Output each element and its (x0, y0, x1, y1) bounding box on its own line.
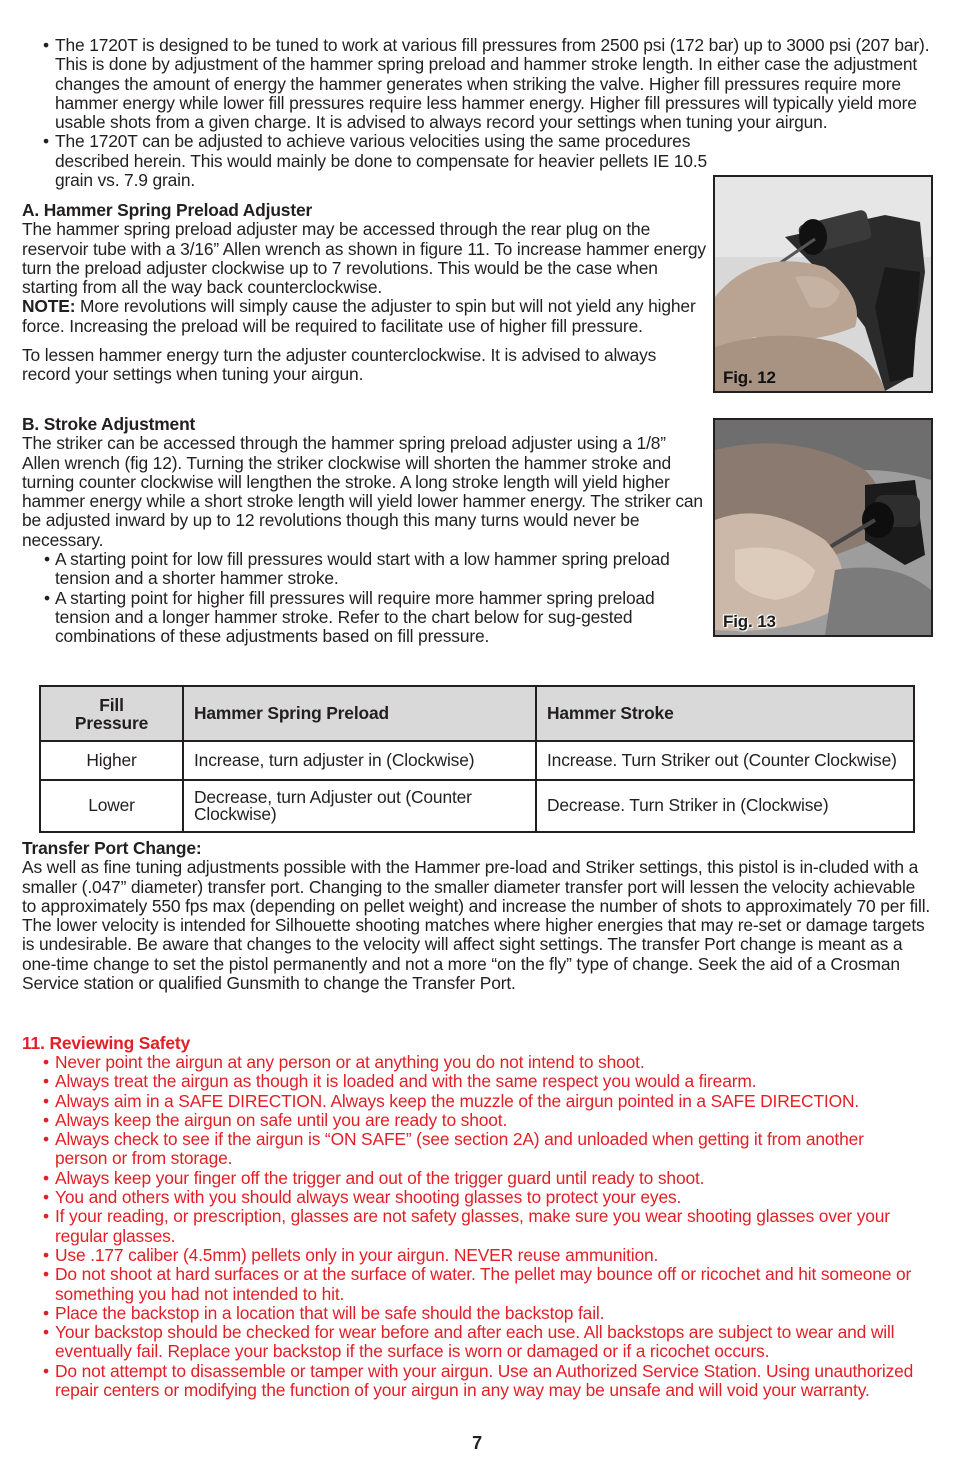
safety-bullet: • You and others with you should always wear shooting glasses to protect your eyes. (22, 1188, 934, 1207)
section-b (22, 415, 706, 550)
intro-bullet: • The 1720T is designed to be tuned to work at various fill pressures from 2500 psi (172 bar) up to 3000 psi (207 bar). This is done by adjustment of the hammer spring preload and hammer stroke length. In either case the adjustment changes the amount of energy the hammer generates when striking the valve. Higher fill pressures require more hammer energy while lower fill pressures require less hammer energy. Higher fill pressures will typically yield more usable shots from a given charge. It is advised to always record your settings when tuning your airgun. (22, 36, 934, 132)
striker-adjustment-illustration (715, 420, 931, 635)
safety-bullet-list (22, 1053, 934, 1400)
safety-bullet: • Always keep the airgun on safe until you are ready to shoot. (22, 1111, 934, 1130)
cell-fill-pressure: Lower (40, 780, 183, 832)
section-a-body: The hammer spring preload adjuster may be accessed through the rear plug on the reservoir tube with a 3/16” Allen wrench as shown in figure 11. To increase hammer energy turn the preload adjuster clockwise up to 7 revolutions. This would be the case when starting from all the way back counterclockwise. (22, 219, 706, 298)
section-b-body: The striker can be accessed through the hammer spring preload adjuster using a 1/8” Allen wrench (fig 12). Turning the striker clockwise will shorten the hammer stroke and turning counter clockwise will lengthen the stroke. A long stroke length will yield higher hammer energy while a short stroke length will yield lower hammer energy. The striker can be adjusted inward by up to 12 revolutions though this many turns would never be necessary. (22, 433, 703, 550)
figure-12-label: Fig. 12 (723, 367, 776, 387)
safety-bullet: • Do not attempt to disassemble or tamper with your airgun. Use an Authorized Service Station. Using unauthorized repair centers or modifying the function of your airgun in any way may be unsafe and will void your warranty. (22, 1362, 935, 1401)
section-a-heading: A. Hammer Spring Preload Adjuster (22, 200, 313, 220)
safety-bullet: • If your reading, or prescription, glasses are not safety glasses, make sure you wear shooting glasses over your regular glasses. (22, 1207, 934, 1246)
transfer-port-heading: Transfer Port Change: (22, 838, 202, 858)
cell-stroke: Increase. Turn Striker out (Counter Clockwise) (536, 741, 914, 780)
cell-stroke: Decrease. Turn Striker in (Clockwise) (536, 780, 914, 832)
header-hammer-spring-preload: Hammer Spring Preload (183, 686, 536, 741)
section-b-bullet: • A starting point for higher fill pressures will require more hammer spring preload tension and a longer hammer stroke. Refer to the chart below for sug-gested combinations of these adjustments based on fill pressure. (0, 589, 700, 647)
safety-bullet: • Always aim in a SAFE DIRECTION. Always keep the muzzle of the airgun pointed in a SAFE DIRECTION. (22, 1092, 934, 1111)
section-b-bullet-list (0, 550, 700, 646)
section-a (22, 201, 706, 385)
safety-bullet: • Your backstop should be checked for wear before and after each use. All backstops are subject to wear and will eventually fail. Replace your backstop if the surface is worn or damaged or if a ricochet occurs. (22, 1323, 934, 1362)
safety-bullet: • Always keep your finger off the trigger and out of the trigger guard until ready to shoot. (22, 1169, 934, 1188)
table-row (40, 741, 914, 780)
safety-bullet: • Always check to see if the airgun is “ON SAFE” (see section 2A) and unloaded when getting it from another person or from storage. (22, 1130, 885, 1169)
intro-bullet-list (22, 36, 934, 190)
transfer-port-section (22, 839, 934, 993)
safety-bullet: • Use .177 caliber (4.5mm) pellets only in your airgun. NEVER reuse ammunition. (22, 1246, 934, 1265)
cell-fill-pressure: Higher (40, 741, 183, 780)
page-number: 7 (472, 1433, 482, 1453)
figure-12-photo (713, 175, 933, 393)
safety-bullet: • Place the backstop in a location that will be safe should the backstop fail. (22, 1304, 934, 1323)
section-b-heading: B. Stroke Adjustment (22, 414, 196, 434)
section-a-para2: To lessen hammer energy turn the adjuster counterclockwise. It is advised to always record your settings when tuning your airgun. (22, 345, 657, 385)
safety-section (22, 1034, 934, 1053)
cell-preload: Decrease, turn Adjuster out (Counter Clockwise) (183, 780, 536, 832)
transfer-port-body: As well as fine tuning adjustments possible with the Hammer pre-load and Striker settings, this pistol is in-cluded with a smaller (.047” diameter) transfer port. Changing to the smaller diameter transfer port will lessen the velocity achievable to approximately 550 fps max (depending on pellet weight) and increase the number of shots to approximately 70 per fill. The lower velocity is intended for Silhouette shooting matches where higher energies that may re-set or damage targets is undesirable. Be aware that changes to the velocity will affect sight settings. The transfer Port change is meant as a one-time change to set the pistol permanently and not a more “on the fly” type of change. Seek the aid of a Crosman Service station or qualified Gunsmith to change the Transfer Port. (22, 857, 931, 994)
adjustment-table (39, 685, 915, 833)
intro-bullet: • The 1720T can be adjusted to achieve various velocities using the same procedures described herein. This would mainly be done to compensate for heavier pellets IE 10.5 grain vs. 7.9 grain. (22, 132, 710, 190)
safety-bullet: • Never point the airgun at any person or at anything you do not intend to shoot. (22, 1053, 934, 1072)
table-header-row (40, 686, 914, 741)
note-text: More revolutions will simply cause the adjuster to spin but will not yield any higher force. Increasing the preload will be required to facilitate use of higher fill pressure. (22, 296, 696, 336)
figure-13-photo (713, 418, 933, 637)
section-a-note (22, 297, 706, 336)
table-row (40, 780, 914, 832)
figure-13-label: Fig. 13 (723, 611, 776, 631)
safety-bullet: • Do not shoot at hard surfaces or at the surface of water. The pellet may bounce off or ricochet and hit someone or something you had not intended to hit. (22, 1265, 915, 1304)
note-label: NOTE: (22, 296, 76, 317)
safety-heading: 11. Reviewing Safety (22, 1033, 191, 1053)
cell-preload: Increase, turn adjuster in (Clockwise) (183, 741, 536, 780)
header-hammer-stroke: Hammer Stroke (536, 686, 914, 741)
pistol-adjuster-illustration (715, 177, 931, 391)
header-fill-pressure: Fill Pressure (40, 686, 183, 741)
section-b-bullet: • A starting point for low fill pressures would start with a low hammer spring preload tension and a shorter hammer stroke. (0, 550, 700, 589)
safety-bullet: • Always treat the airgun as though it is loaded and with the same respect you would a firearm. (22, 1072, 934, 1091)
